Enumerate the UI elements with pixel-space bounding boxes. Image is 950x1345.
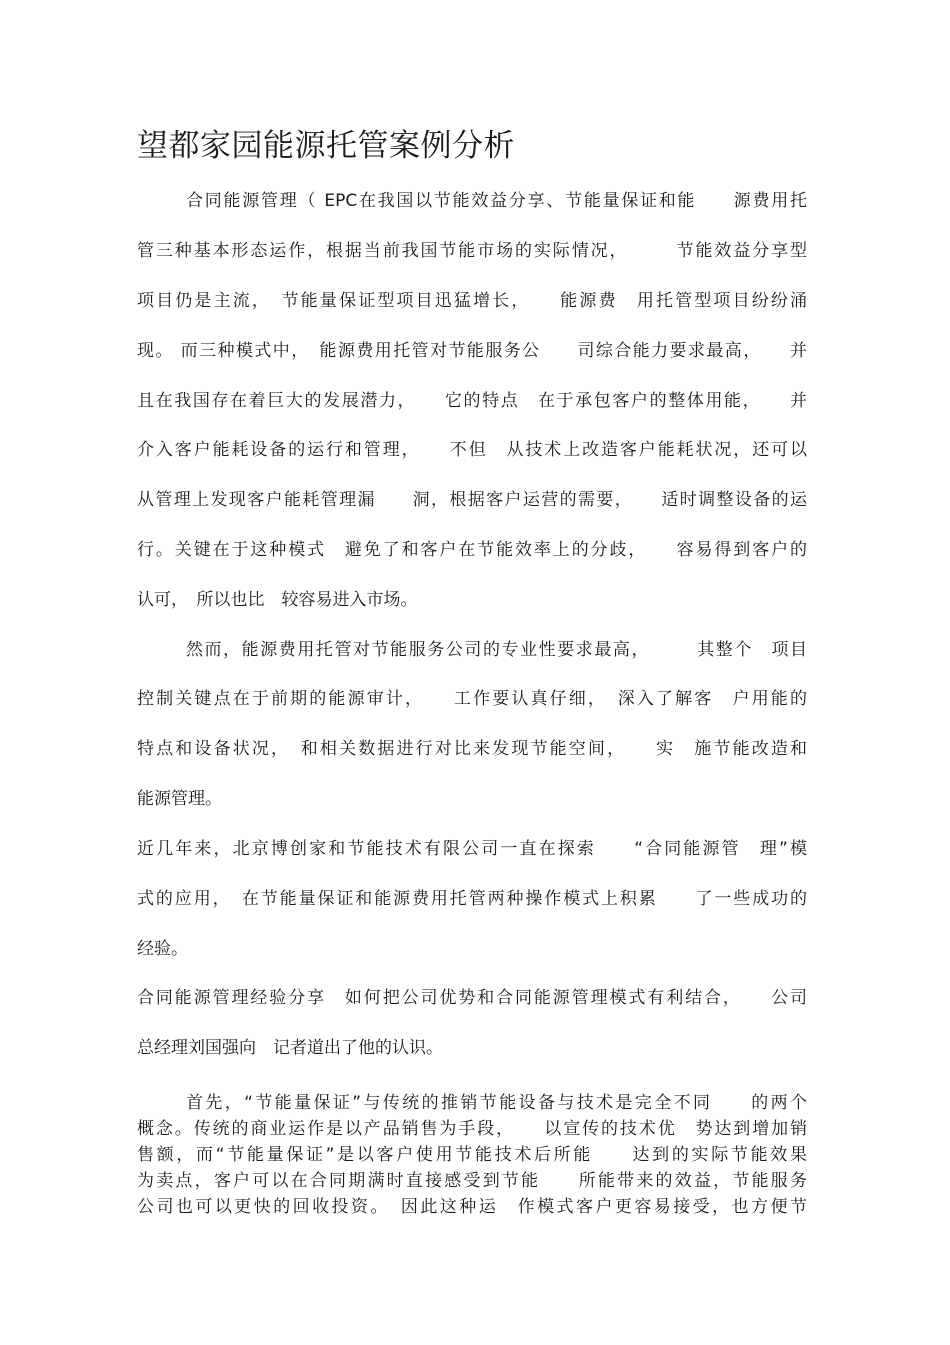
text-line: 认可， 所以也比 较容易进入市场。 <box>137 590 418 610</box>
text-line: 首先，“节能量保证”与传统的推销节能设备与技术是完全不同 的两个 <box>186 1093 807 1113</box>
text-line: 式的应用， 在节能量保证和能源费用托管两种操作模式上积累 了一些成功的 <box>137 889 807 909</box>
text-line: 特点和设备状况， 和相关数据进行对比来发现节能空间， 实 施节能改造和 <box>137 739 807 759</box>
text-line: 控制关键点在于前期的能源审计， 工作要认真仔细， 深入了解客 户用能的 <box>137 689 807 709</box>
text-line: 概念。传统的商业运作是以产品销售为手段， 以宣传的技术优 势达到增加销 <box>137 1119 807 1139</box>
text-line: 经验。 <box>137 939 188 959</box>
text-line: 介入客户能耗设备的运行和管理， 不但 从技术上改造客户能耗状况，还可以 <box>137 440 807 460</box>
text-line: 合同能源管理（ EPC在我国以节能效益分享、节能量保证和能 源费用托 <box>186 191 807 211</box>
text-line: 项目仍是主流， 节能量保证型项目迅猛增长， 能源费 用托管型项目纷纷涌 <box>137 291 807 311</box>
text-line: 售额，而“节能量保证”是以客户使用节能技术后所能 达到的实际节能效果 <box>137 1145 807 1165</box>
text-line: 从管理上发现客户能耗管理漏 洞，根据客户运营的需要， 适时调整设备的运 <box>137 490 807 510</box>
text-line: 能源管理。 <box>137 789 222 809</box>
text-line: 管三种基本形态运作，根据当前我国节能市场的实际情况， 节能效益分享型 <box>137 241 807 261</box>
text-line: 然而，能源费用托管对节能服务公司的专业性要求最高， 其整个 项目 <box>186 640 807 660</box>
text-line: 总经理刘国强向 记者道出了他的认识。 <box>137 1038 443 1058</box>
text-line: 行。关键在于这种模式 避免了和客户在节能效率上的分歧， 容易得到客户的 <box>137 540 807 560</box>
text-line: 且在我国存在着巨大的发展潜力， 它的特点 在于承包客户的整体用能， 并 <box>137 391 807 411</box>
document-title: 望都家园能源托管案例分析 <box>137 128 515 164</box>
text-line: 公司也可以更快的回收投资。 因此这种运 作模式客户更容易接受，也方便节 <box>137 1197 807 1217</box>
text-line: 近几年来，北京博创家和节能技术有限公司一直在探索 “合同能源管 理”模 <box>137 839 807 859</box>
text-line: 为卖点，客户可以在合同期满时直接感受到节能 所能带来的效益，节能服务 <box>137 1171 807 1191</box>
text-line: 现。 而三种模式中， 能源费用托管对节能服务公 司综合能力要求最高， 并 <box>137 341 807 361</box>
text-line: 合同能源管理经验分享 如何把公司优势和合同能源管理模式有利结合， 公司 <box>137 988 807 1008</box>
